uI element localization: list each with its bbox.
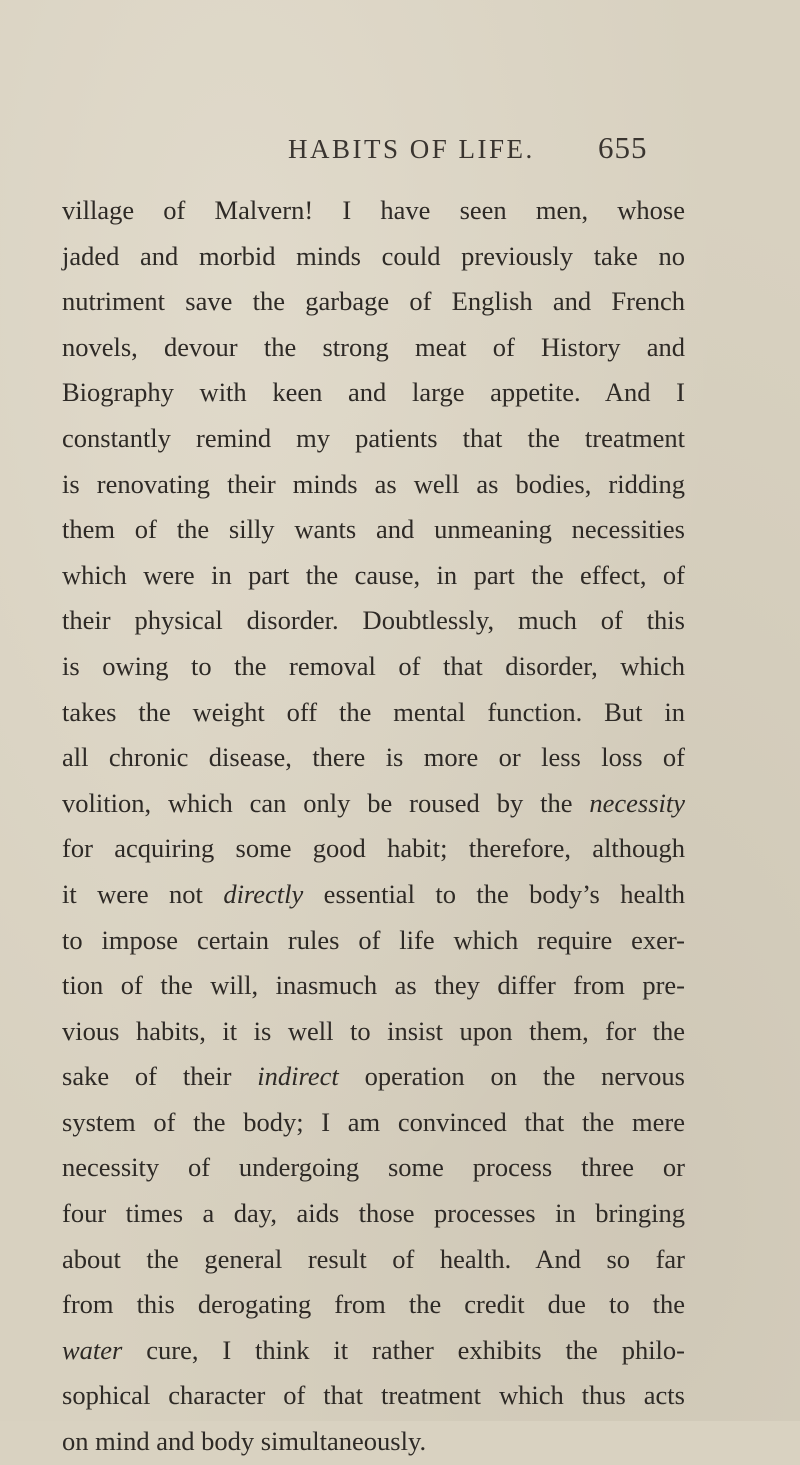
text-span: takes the weight off the mental function. But in bbox=[62, 696, 685, 727]
text-span: about the general result of health. And so far bbox=[62, 1243, 685, 1274]
text-span: cure, I think it rather exhibits the philo- bbox=[122, 1334, 685, 1365]
emphasis: indirect bbox=[257, 1061, 339, 1092]
text-line bbox=[62, 1419, 685, 1465]
text-span: essential to the body’s health bbox=[303, 878, 685, 909]
text-span: on mind and body simultaneously. bbox=[62, 1426, 427, 1457]
text-span: nutriment save the garbage of English and French bbox=[62, 286, 685, 317]
text-span: constantly remind my patients that the treatment bbox=[62, 422, 685, 453]
text-line bbox=[62, 1191, 685, 1237]
text-span: tion of the will, inasmuch as they differ from pre- bbox=[62, 970, 685, 1001]
text-line bbox=[62, 416, 685, 462]
text-line bbox=[62, 553, 685, 599]
emphasis: necessity bbox=[589, 787, 685, 818]
text-span: necessity of undergoing some process three or bbox=[62, 1152, 685, 1183]
text-span: four times a day, aids those processes in bringing bbox=[62, 1198, 685, 1229]
text-line bbox=[62, 188, 685, 234]
text-line bbox=[62, 690, 685, 736]
text-line bbox=[62, 872, 685, 918]
text-span: volition, which can only be roused by the bbox=[62, 787, 590, 818]
text-line bbox=[62, 234, 685, 280]
text-span: jaded and morbid minds could previously take no bbox=[62, 240, 685, 271]
text-line bbox=[62, 462, 685, 508]
text-line bbox=[62, 963, 685, 1009]
text-span: is owing to the removal of that disorder, which bbox=[62, 650, 685, 681]
text-span: their physical disorder. Doubtlessly, much of this bbox=[62, 605, 685, 636]
running-title: HABITS OF LIFE. bbox=[288, 134, 535, 164]
running-head bbox=[0, 128, 800, 172]
text-span: for acquiring some good habit; therefore, although bbox=[62, 833, 685, 864]
text-span: to impose certain rules of life which require exer- bbox=[62, 924, 685, 955]
text-line bbox=[62, 1145, 685, 1191]
text-line bbox=[62, 325, 685, 371]
text-span: sophical character of that treatment which thus acts bbox=[62, 1380, 685, 1411]
text-line bbox=[62, 507, 685, 553]
text-span: them of the silly wants and unmeaning necessities bbox=[62, 514, 685, 545]
text-line bbox=[62, 1373, 685, 1419]
text-line bbox=[62, 1237, 685, 1283]
text-line bbox=[62, 918, 685, 964]
text-span: all chronic disease, there is more or less loss of bbox=[62, 742, 685, 773]
text-span: operation on the nervous bbox=[338, 1061, 685, 1092]
text-span: is renovating their minds as well as bodies, ridding bbox=[62, 468, 685, 499]
page-number: 655 bbox=[598, 130, 648, 165]
text-line bbox=[62, 1282, 685, 1328]
text-span: it were not bbox=[62, 878, 224, 909]
emphasis: directly bbox=[223, 878, 304, 909]
emphasis: water bbox=[62, 1334, 123, 1365]
text-line bbox=[62, 781, 685, 827]
text-line bbox=[62, 644, 685, 690]
text-line bbox=[62, 370, 685, 416]
text-span: village of Malvern! I have seen men, whose bbox=[62, 195, 685, 225]
text-line bbox=[62, 1054, 685, 1100]
text-line bbox=[62, 735, 685, 781]
body-text bbox=[62, 188, 685, 1465]
text-span: from this derogating from the credit due to the bbox=[62, 1289, 685, 1320]
text-line bbox=[62, 1009, 685, 1055]
text-span: system of the body; I am convinced that the mere bbox=[62, 1106, 685, 1137]
text-line bbox=[62, 1100, 685, 1146]
text-line bbox=[62, 1328, 685, 1374]
text-span: vious habits, it is well to insist upon them, for the bbox=[62, 1015, 685, 1046]
text-line bbox=[62, 279, 685, 325]
text-line bbox=[62, 826, 685, 872]
text-line bbox=[62, 598, 685, 644]
text-span: novels, devour the strong meat of History and bbox=[62, 331, 685, 362]
text-span: Biography with keen and large appetite. And I bbox=[62, 377, 685, 408]
text-span: which were in part the cause, in part the effect, of bbox=[62, 559, 685, 590]
text-span: sake of their bbox=[62, 1061, 258, 1092]
